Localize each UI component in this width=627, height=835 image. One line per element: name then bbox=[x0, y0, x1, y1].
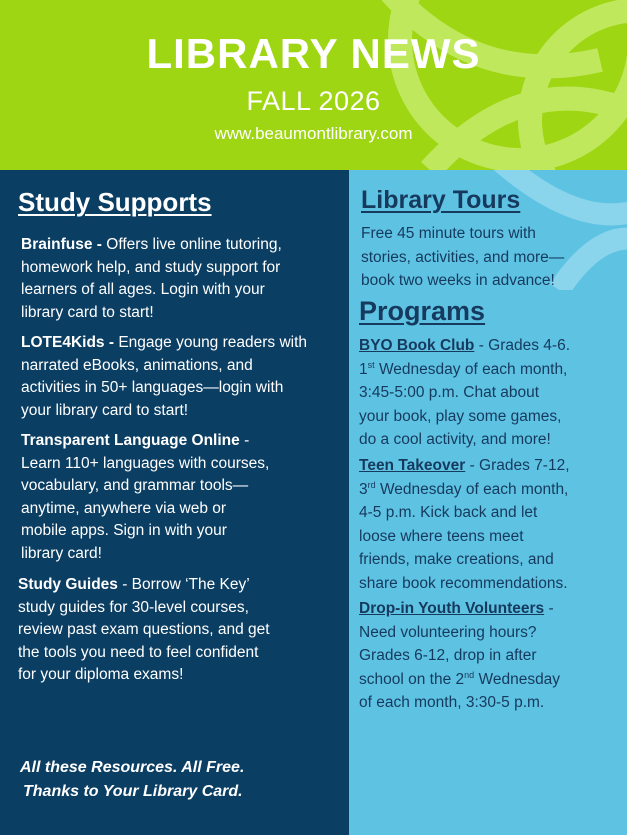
decorative-swirl-graphic bbox=[0, 0, 627, 170]
page-title: LIBRARY NEWS bbox=[146, 30, 481, 77]
closing-tagline: All these Resources. All Free. Thanks to Your Library Card. bbox=[20, 759, 245, 800]
season-subtitle: FALL 2026 bbox=[246, 86, 381, 116]
study-supports-heading: Study Supports bbox=[18, 187, 212, 217]
brainfuse-entry: Brainfuse - Offers live online tutoring, homework help, and study support for learners of all ages. Login with your library card to start! bbox=[21, 236, 282, 321]
website-url[interactable]: www.beaumontlibrary.com bbox=[214, 124, 413, 143]
teen-takeover-name[interactable]: Teen Takeover bbox=[359, 457, 466, 474]
lote4kids-entry: LOTE4Kids - Engage young readers with narrated eBooks, animations, and activities in 50+ languages—login with your library card to start! bbox=[21, 334, 308, 419]
programs-heading: Programs bbox=[359, 296, 486, 326]
byo-book-club-name[interactable]: BYO Book Club bbox=[359, 337, 475, 354]
lote4kids-name: LOTE4Kids - bbox=[21, 334, 115, 351]
teen-takeover-entry: Teen Takeover - Grades 7-12, 3rd Wednesday of each month, 4-5 p.m. Kick back and let loose where teens meet friends, make creations, and share book recommendations. bbox=[359, 457, 570, 592]
transparent-language-entry: Transparent Language Online - Learn 110+ languages with courses, vocabulary, and grammar tools— anytime, anywhere via web or mobile apps. Sign in with your library card! bbox=[21, 432, 270, 562]
byo-book-club-entry: BYO Book Club - Grades 4-6. 1st Wednesday of each month, 3:45-5:00 p.m. Chat about your book, play some games, do a cool activity, and more! bbox=[359, 337, 571, 448]
header-banner bbox=[0, 0, 627, 170]
brainfuse-name: Brainfuse - bbox=[21, 236, 102, 253]
study-guides-entry: Study Guides - Borrow ‘The Key’ study guides for 30-level courses, review past exam questions, and get the tools you need to feel confident for your diploma exams! bbox=[18, 576, 270, 683]
library-tours-heading: Library Tours bbox=[361, 186, 521, 214]
study-guides-name: Study Guides bbox=[18, 576, 118, 593]
tours-programs-panel bbox=[349, 170, 627, 835]
library-tours-description: Free 45 minute tours with stories, activities, and more— book two weeks in advance! bbox=[361, 225, 565, 289]
transparent-language-name: Transparent Language Online bbox=[21, 432, 240, 449]
drop-in-youth-volunteers-name[interactable]: Drop-in Youth Volunteers bbox=[359, 600, 545, 617]
drop-in-youth-volunteers-entry: Drop-in Youth Volunteers - Need volunteering hours? Grades 6-12, drop in after school on the 2nd Wednesday of each month, 3:30-5 p.m. bbox=[359, 600, 561, 711]
study-supports-panel bbox=[0, 170, 349, 835]
